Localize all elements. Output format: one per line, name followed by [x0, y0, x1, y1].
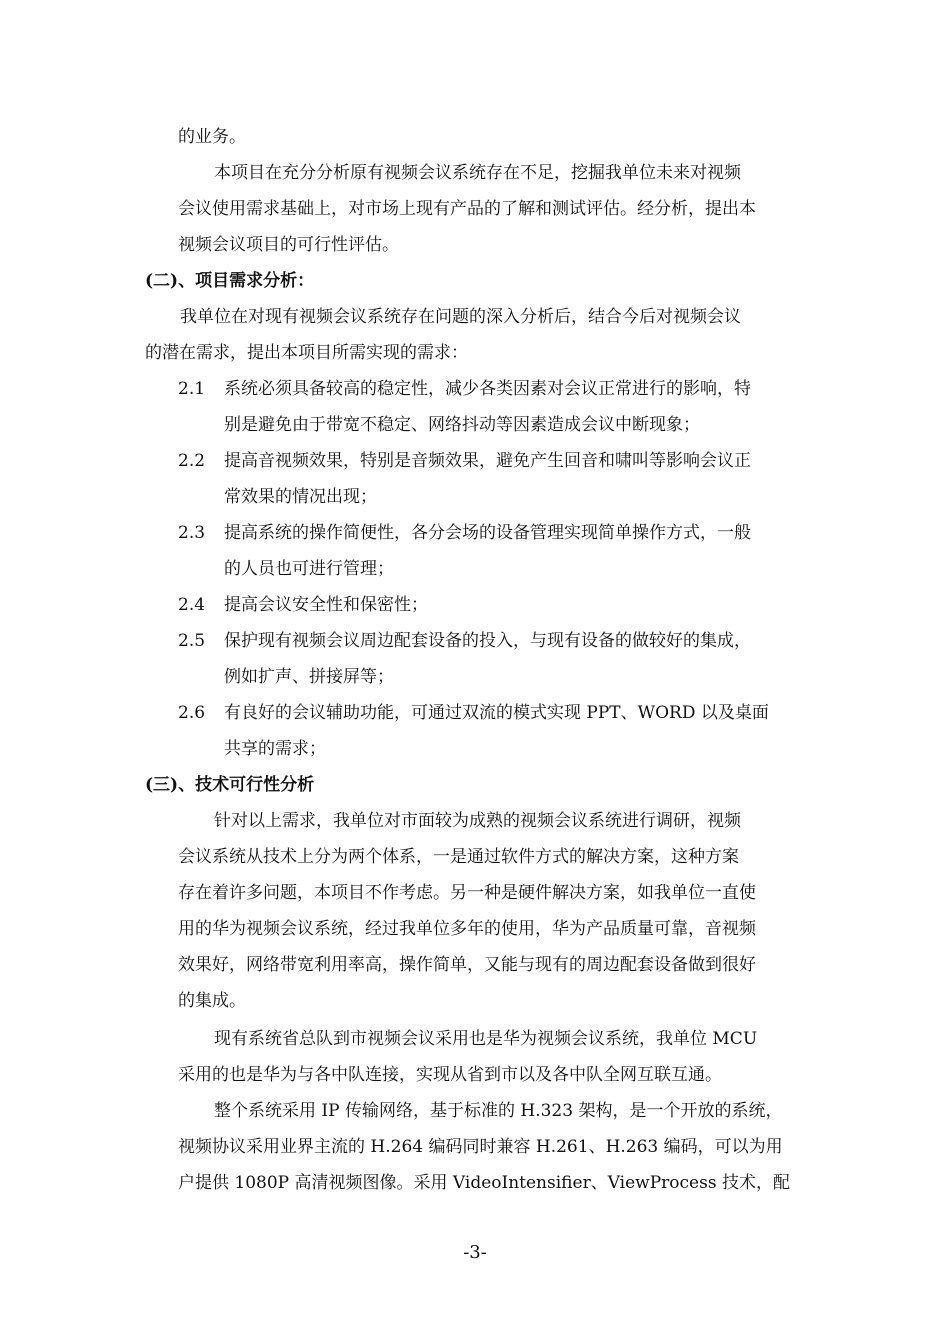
list-item-text: 有良好的会议辅助功能，可通过双流的模式实现 PPT、WORD 以及桌面: [224, 703, 769, 723]
paragraph-line: 采用的也是华为与各中队连接，实现从省到市以及各中队全网互联互通。: [178, 1065, 722, 1085]
list-item-text: 系统必须具备较高的稳定性，减少各类因素对会议正常进行的影响，特: [224, 379, 751, 399]
intro-line: 本项目在充分分析原有视频会议系统存在不足，挖掘我单位未来对视频: [214, 163, 741, 183]
intro-line: 会议使用需求基础上，对市场上现有产品的了解和测试评估。经分析，提出本: [178, 199, 756, 219]
list-item-number: 2.2: [178, 451, 206, 471]
list-item-text: 提高会议安全性和保密性；: [224, 595, 428, 615]
list-item-text: 保护现有视频会议周边配套设备的投入，与现有设备的做较好的集成，: [224, 631, 751, 651]
paragraph-line: 视频协议采用业界主流的 H.264 编码同时兼容 H.261、H.263 编码，可以为用: [178, 1137, 783, 1157]
list-item-number: 2.3: [178, 523, 206, 543]
list-item-text: 提高系统的操作简便性，各分会场的设备管理实现简单操作方式，一般: [224, 523, 751, 543]
list-item-number: 2.1: [178, 379, 206, 399]
paragraph-line: 存在着许多问题，本项目不作考虑。另一种是硬件解决方案，如我单位一直使: [178, 883, 756, 903]
page-number: -3-: [463, 1242, 487, 1263]
list-item-text: 常效果的情况出现；: [224, 487, 377, 507]
intro-line: 视频会议项目的可行性评估。: [178, 235, 399, 255]
paragraph-line: 整个系统采用 IP 传输网络，基于标准的 H.323 架构，是一个开放的系统，: [214, 1101, 783, 1121]
paragraph-line: 现有系统省总队到市视频会议采用也是华为视频会议系统，我单位 MCU: [214, 1029, 758, 1049]
paragraph-line: 的潜在需求，提出本项目所需实现的需求：: [145, 343, 468, 363]
section-heading: (三)、技术可行性分析: [145, 775, 315, 795]
list-item-number: 2.5: [178, 631, 206, 651]
paragraph-line: 针对以上需求，我单位对市面较为成熟的视频会议系统进行调研，视频: [214, 811, 741, 831]
paragraph-line: 的集成。: [178, 991, 246, 1011]
section-heading: (二)、项目需求分析：: [145, 271, 315, 291]
list-item-text: 例如扩声、拼接屏等；: [224, 667, 394, 687]
paragraph-line: 户提供 1080P 高清视频图像。采用 VideoIntensifier、ViewProcess 技术，配: [178, 1173, 790, 1193]
paragraph-line: 效果好，网络带宽利用率高，操作简单，又能与现有的周边配套设备做到很好: [178, 955, 756, 975]
paragraph-line: 我单位在对现有视频会议系统存在问题的深入分析后，结合今后对视频会议: [180, 307, 741, 327]
list-item-text: 共享的需求；: [224, 739, 326, 759]
list-item-text: 别是避免由于带宽不稳定、网络抖动等因素造成会议中断现象；: [224, 415, 700, 435]
list-item-text: 的人员也可进行管理；: [224, 559, 394, 579]
list-item-text: 提高音视频效果，特别是音频效果，避免产生回音和啸叫等影响会议正: [224, 451, 751, 471]
list-item-number: 2.6: [178, 703, 206, 723]
paragraph-line: 用的华为视频会议系统，经过我单位多年的使用，华为产品质量可靠，音视频: [178, 919, 756, 939]
paragraph-line: 会议系统从技术上分为两个体系，一是通过软件方式的解决方案，这种方案: [178, 847, 739, 867]
list-item-number: 2.4: [178, 595, 206, 615]
intro-line: 的业务。: [178, 127, 246, 147]
